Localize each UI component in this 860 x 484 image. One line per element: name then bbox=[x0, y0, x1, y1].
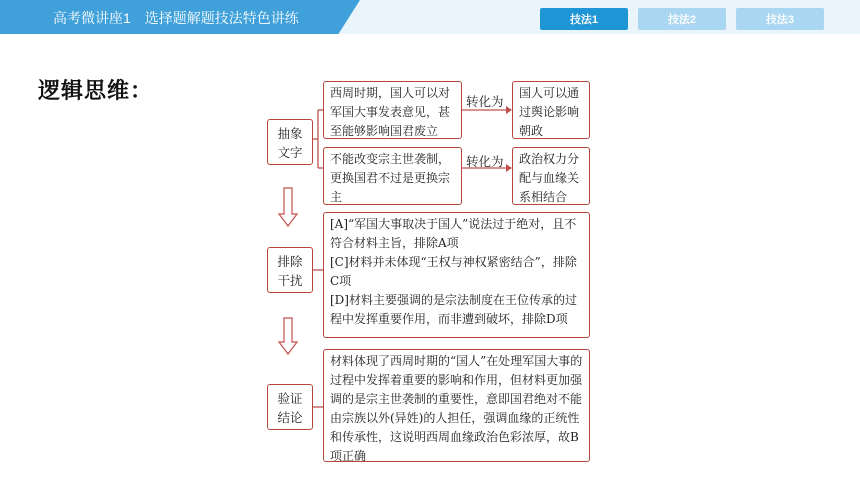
row2-source-box: 不能改变宗主世袭制，更换国君不过是更换宗主 bbox=[323, 147, 462, 205]
exclusion-box bbox=[323, 212, 590, 338]
row1-arrow-label: 转化为 bbox=[466, 94, 504, 109]
conclusion-box: 材料体现了西周时期的“国人”在处理军国大事的过程中发挥着重要的影响和作用，但材料更加强调的是宗主世袭制的重要性，意即国君绝对不能由宗族以外(异姓)的人担任，强调血缘的正统性和传承性，这说明西周血缘政治色彩浓厚，故B项正确 bbox=[323, 349, 590, 462]
step-abstract-text-label bbox=[267, 119, 313, 165]
step1-label-line1: 抽象 bbox=[277, 126, 303, 141]
row1-target-box: 国人可以通过舆论影响朝政 bbox=[512, 81, 590, 139]
tab-technique-2[interactable]: 技法2 bbox=[638, 8, 726, 30]
down-arrow-2 bbox=[279, 318, 297, 354]
step3-label-line2: 结论 bbox=[277, 410, 303, 425]
row2-target-box: 政治权力分配与血缘关系相结合 bbox=[512, 147, 590, 205]
lecture-title: 高考微讲座1 选择题解题技法特色讲练 bbox=[53, 10, 299, 26]
down-arrow-1 bbox=[279, 188, 297, 226]
step2-label-line2: 干扰 bbox=[277, 273, 303, 288]
step-exclude-interference-label bbox=[267, 247, 313, 293]
exclusion-item-a: [A]“军国大事取决于国人”说法过于绝对，且不符合材料主旨，排除A项 bbox=[330, 217, 577, 250]
page-heading: 逻辑思维： bbox=[38, 79, 154, 104]
step1-label-line2: 文字 bbox=[277, 145, 303, 160]
link-lines bbox=[312, 270, 323, 407]
row2-arrow-label: 转化为 bbox=[466, 154, 504, 169]
exclusion-item-c: [C]材料并未体现“王权与神权紧密结合”，排除C项 bbox=[330, 255, 577, 288]
tab-technique-1[interactable]: 技法1 bbox=[540, 8, 628, 30]
step3-label-line1: 验证 bbox=[277, 391, 303, 406]
step2-label-line1: 排除 bbox=[277, 254, 303, 269]
tab-technique-3[interactable]: 技法3 bbox=[736, 8, 824, 30]
exclusion-item-d: [D]材料主要强调的是宗法制度在王位传承的过程中发挥重要作用，而非遭到破坏，排除D项 bbox=[330, 293, 577, 326]
step-verify-conclusion-label bbox=[267, 384, 313, 430]
row1-source-box: 西周时期，国人可以对军国大事发表意见，甚至能够影响国君废立 bbox=[323, 81, 462, 139]
